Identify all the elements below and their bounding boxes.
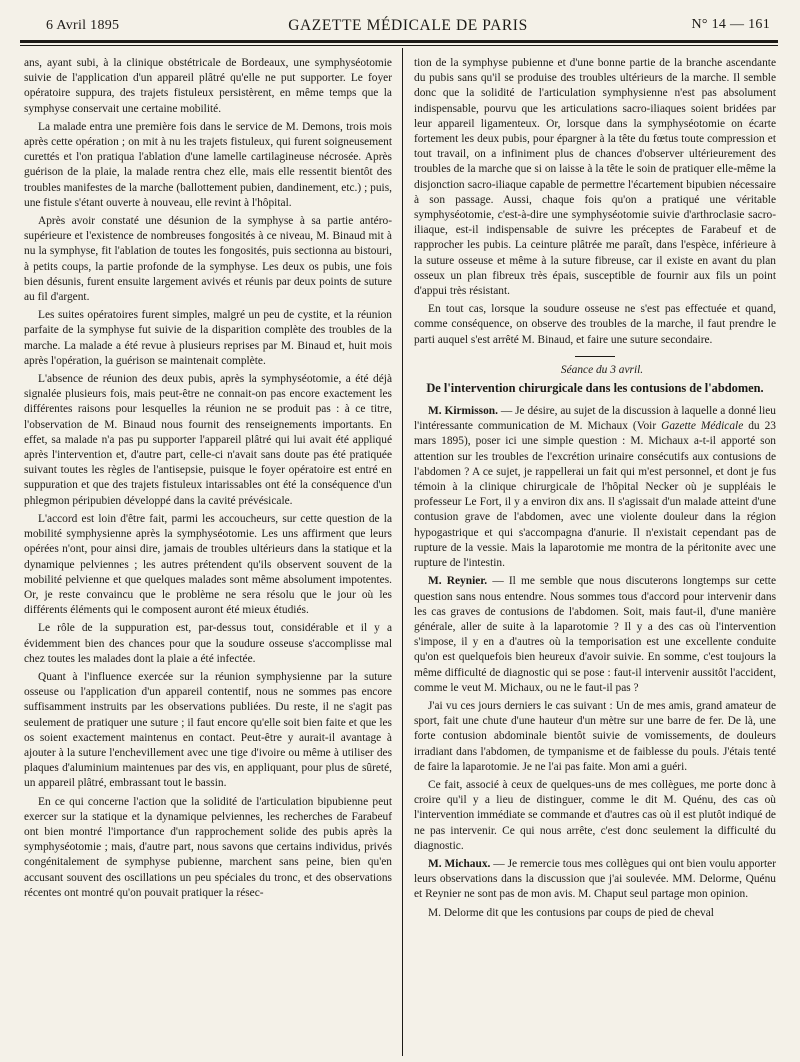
speaker-name: M. Michaux. [428, 857, 491, 870]
header-date: 6 Avril 1895 [46, 18, 120, 33]
paragraph: En tout cas, lorsque la soudure osseuse ne s'est pas effectuée et quand, comme conséquence, on observe des troubles de la marche, il faut prendre le parti auquel s'est arrêté M. Binaud, et faire une suture secondaire. [414, 303, 776, 346]
paragraph: Ce fait, associé à ceux de quelques-uns de mes collègues, me porte donc à croire qu'il y a lieu de distinguer, comme le dit M. Quénu, des cas où l'intervention immédiate se commande et d'autres cas où il est plutôt indiqué de ne pas intervenir. Ce qui nous arrête, c'est donc seulement la difficulté du diagnostic. [414, 778, 776, 852]
paragraph: M. Delorme dit que les contusions par coups de pied de cheval [428, 906, 714, 919]
page-header [46, 14, 770, 38]
paragraph: ans, ayant subi, à la clinique obstétricale de Bordeaux, une symphyséotomie suivie de l'application d'un appareil plâtré qu'elle ne put supporter. Le foyer opératoire suppura, des trajets fistuleux persistèrent, en même temps que la symphyse conservait une certaine mobilité. [24, 57, 392, 115]
speaker-name: M. Kirmisson. [428, 405, 498, 418]
column-divider [402, 48, 403, 1056]
paragraph-text: — Je désire, au sujet de la discussion à laquelle a donné lieu l'intéressante communication de M. Michaux (Voir [414, 405, 776, 433]
section-title: De l'intervention chirurgicale dans les contusions de l'abdomen. [426, 381, 764, 396]
paragraph: En ce qui concerne l'action que la solidité de l'articulation bipubienne peut exercer sur la statique et la dynamique pelviennes, les recherches de Farabeuf ont bien montré l'importance d'un rapprochement solide des pubis après la symphyséotomie ; mais, d'autre part, nous savons que certains individus, privés congénitalement de symphyse pubienne, marchent sans peine, bien qu'en accusant souvent des oscillations un peu spéciales du tronc, et des observations récentes ont montré qu'on pouvait pratiquer la résec- [24, 795, 392, 899]
paragraph: L'accord est loin d'être fait, parmi les accoucheurs, sur cette question de la mobilité symphysienne après la symphyséotomie. Les uns affirment que leurs opérées n'ont, pour ainsi dire, jamais de troubles ultérieurs dans la statique et la dynamique pelviennes ; les autres prétendent qu'ils observent souvent de la mobilité pelvienne et que quelques malades sont même absolument impotentes. Or, je reste convaincu que le problème ne sera résolu que le jour où les différents éléments qui le composent auront été mieux étudiés. [24, 512, 392, 617]
seance-heading: Séance du 3 avril. [560, 363, 644, 376]
paragraph: Le rôle de la suppuration est, par-dessus tout, considérable et il y a évidemment bien des chances pour que la soudure osseuse s'accomplisse mal chez toutes les malades dont la plaie a été infectée. [24, 622, 392, 665]
journal-title: GAZETTE MÉDICALE DE PARIS [288, 17, 528, 34]
paragraph: Les suites opératoires furent simples, malgré un peu de cystite, et la réunion parfaite de la symphyse fut suivie de la disparition complète des troubles de la marche. La malade a été revue à plusieurs reprises par M. Binaud et, huit mois après l'opération, la guérison se maintenait complète. [24, 309, 392, 367]
paragraph-text: — Je remercie tous mes collègues qui ont bien voulu apporter leurs observations dans la discussion que j'ai soulevée. MM. Delorme, Quénu et Reynier ne sont pas de mon avis. M. Chaput seul partage mon opinion. [414, 857, 776, 901]
journal-reference: Gazette Médicale [661, 420, 744, 433]
section-separator [575, 356, 615, 357]
paragraph: Quant à l'influence exercée sur la réunion symphysienne par la suture osseuse ou l'application d'un appareil contentif, nous ne sommes pas encore suffisamment instruits par les observations publiées. Du reste, il ne s'agit pas seulement de pratiquer une suture ; il faut encore qu'elle soit bien faite et que les os soient exactement maintenus en contact. Peut-être y aurait-il avantage à ajouter à la suture l'enchevillement avec une tige d'ivoire ou même à utiliser des plaques d'aluminium maintenues par des vis, en appliquant, pour plus de sûreté, un appareil plâtré, embrassant tout le bassin. [24, 670, 392, 790]
paragraph: L'absence de réunion des deux pubis, après la symphyséotomie, a été déjà signalée plusieurs fois, mais peut-être ne connait-on pas encore exactement les différentes raisons pour lesquelles la réunion ne se produit pas : à ce titre, l'observation de M. Binaud nous fournit des renseignements importants. En effet, sa malade n'a pas pu supporter l'appareil plâtré qui lui avait été appliqué après l'intervention et, d'autre part, celle-ci n'avait sans doute pas été pratiquée suivant toutes les règles de l'antisepsie, puisque le foyer opératoire est entré en suppuration et que des trajets fistuleux intarissables ont été la conséquence d'un phlegmon péripubien développé dans la cavité prévésicale. [24, 373, 392, 507]
paragraph-text: du 23 mars 1895), poser ici une simple question : M. Michaux a-t-il apporté son attention sur les troubles de l'excrétion urinaire consécutifs aux contusions de l'abdomen ? A ce sujet, je rappellerai un fait qui m'est personnel, et dont je fus témoin à la clinique chirurgicale de l'hôpital Necker où je suppléais le professeur Le Fort, il y a environ dix ans. Il s'agissait d'un malade atteint d'une contusion grave de l'abdomen, avec une violente douleur dans la région hypogastrique et qui s'accompagna d'anurie. Il n'existait cependant pas de rupture de la vessie. Mais la laparotomie me montra de la péritonite avec une rupture de l'intestin. [414, 420, 776, 570]
paragraph: Après avoir constaté une désunion de la symphyse à sa partie antéro-supérieure et l'existence de nombreuses fongosités à ce niveau, M. Binaud mit à nu la symphyse, fit l'ablation de toutes les fongosités, puis sectionna au bistouri, à petits coups, la partie profonde de la symphyse. Les deux os pubis, une fois bien désunis, furent ensuite largement avivés et réunis par deux points de suture au fil d'argent. [24, 215, 392, 304]
paragraph-text: — Il me semble que nous discuterons longtemps sur cette question sans nous entendre. Nous sommes tous d'accord pour intervenir dans les cas graves de contusions de l'abdomen. Soit, mais faut-il, d'une manière générale, aller de suite à la laparotomie ? Il y a des cas où l'intervention s'impose, il y en a d'autres où la temporisation est une excellente conduite qu'on est quelquefois bien heureux d'avoir suivie. En somme, c'est toujours la même difficulté de diagnostic qui se pose : faut-il intervenir aussitôt l'accident, comme le veut M. Michaux, ou ne le faut-il pas ? [414, 575, 776, 694]
michaux-paragraph [414, 857, 776, 903]
header-rule-thin [20, 45, 778, 46]
speaker-name: M. Reynier. [428, 575, 488, 588]
paragraph: tion de la symphyse pubienne et d'une bonne partie de la branche ascendante du pubis sans qu'il se produise des troubles ultérieurs de la marche. Il semble donc que la solidité de l'articulation symphysienne n'est pas absolument indispensable, pourvu que les articulations sacro-iliaques soient bridées par leur appareil ligamenteux. Or, lorsque dans la symphyséotomie on écarte fortement les deux pubis, pour épargner à la tête du fœtus toute compression et tout travail, on a infiniment plus de chances d'observer ultérieurement des troubles de la marche que si on laisse à la tête le soin de pratiquer elle-même la disjonction sacro-iliaque capable de permettre l'écartement bipubien nécessaire à son passage. Aussi, chaque fois qu'on a pratiqué une véritable symphyséotomie, c'est-à-dire une symphyséotomie suivie d'arthroclasie sacro-iliaque, est-il indispensable de suivre les préceptes de Farabeuf et de rapprocher les pubis. La ceinture plâtrée me paraît, dans l'espèce, inférieure à la suture osseuse et même à la suture fibreuse, car il existe en avant du plan osseux un plan fibreux très épais, susceptible de fournir aux fils un point d'appui très résistant. [414, 57, 776, 298]
right-column [414, 56, 776, 1058]
header-rule-thick [20, 40, 778, 43]
paragraph: La malade entra une première fois dans le service de M. Demons, trois mois après cette opération ; on mit à nu les trajets fistuleux, qui furent soigneusement curettés et l'on pratiqua l'ablation d'une lamelle cartilagineuse nécrosée. Après guérison de la plaie, la malade rentra chez elle, mais elle ressentit bientôt des troubles manifestes de la marche (ballottement pubien, dandinement, etc.) ; puis, une fistule s'étant ouverte à nouveau, elle revint à l'hôpital. [24, 120, 392, 209]
reynier-paragraph [414, 574, 776, 696]
paragraph: J'ai vu ces jours derniers le cas suivant : Un de mes amis, grand amateur de sport, fait une chute d'une hauteur d'un mètre sur une barre de fer. De là, une forte contusion abdominale bientôt suivie de vomissements, de douleurs irradiant dans l'abdomen, de tympanisme et de faiblesse du pouls. J'étais tenté de faire la laparotomie. Je ne l'ai pas faite. Mon ami a guéri. [414, 699, 776, 773]
left-column [24, 56, 392, 1058]
kirmisson-paragraph [414, 404, 776, 571]
issue-and-page-number: N° 14 — 161 [691, 17, 770, 32]
